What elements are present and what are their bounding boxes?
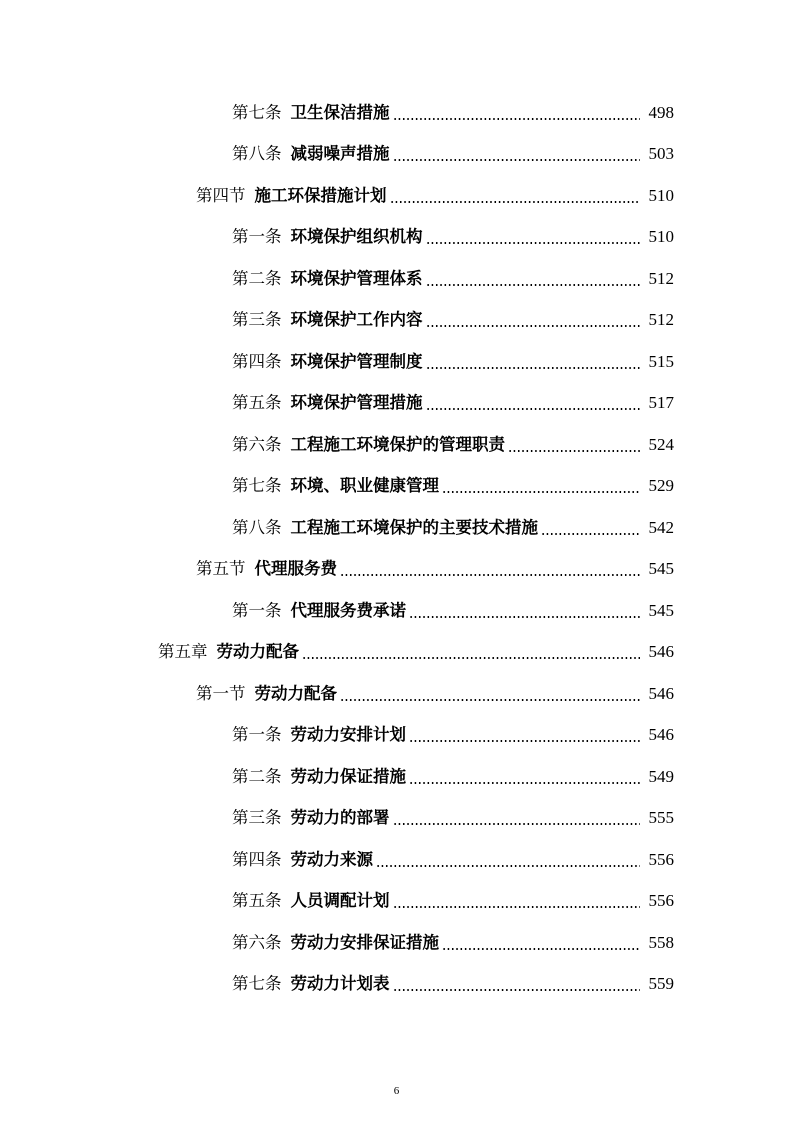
page-number: 6 [393, 1085, 400, 1097]
toc-entry-page: 529 [648, 476, 674, 496]
toc-entry-label: 第八条 [232, 144, 282, 164]
toc-entry-label: 第五条 [232, 393, 282, 413]
toc-entry-page: 517 [648, 393, 674, 413]
dot-leader [409, 740, 640, 742]
toc-entry-label: 第七条 [232, 102, 282, 122]
dot-leader [340, 574, 640, 576]
toc-entry[interactable] [0, 756, 793, 798]
toc-entry[interactable] [0, 922, 793, 964]
toc-entry-label: 第二条 [232, 766, 282, 786]
toc-entry[interactable] [0, 507, 793, 549]
toc-entry-page: 510 [648, 227, 674, 247]
toc-entry-page: 524 [648, 434, 674, 454]
toc-entry-page: 545 [648, 600, 674, 620]
toc-entry-title: 施工环保措施计划 [254, 185, 387, 205]
toc-entry-label: 第三条 [232, 808, 282, 828]
dot-leader [508, 450, 640, 452]
dot-leader [426, 367, 641, 369]
toc-entry-label: 第七条 [232, 974, 282, 994]
dot-leader [393, 823, 641, 825]
toc-entry-title: 环境保护组织机构 [290, 227, 423, 247]
toc-entry-title: 劳动力计划表 [290, 974, 390, 994]
toc-entry-label: 第一条 [232, 725, 282, 745]
dot-leader [541, 533, 640, 535]
toc-entry-title: 劳动力安排保证措施 [290, 932, 439, 952]
dot-leader [393, 906, 641, 908]
toc-entry[interactable] [0, 424, 793, 466]
dot-leader [409, 782, 640, 784]
dot-leader [426, 242, 641, 244]
toc-entry-title: 代理服务费承诺 [290, 600, 406, 620]
toc-entry-title: 代理服务费 [254, 559, 337, 579]
toc-entry[interactable] [0, 383, 793, 425]
toc-entry-label: 第八条 [232, 517, 282, 537]
toc-entry[interactable] [0, 217, 793, 259]
toc-entry-title: 环境保护管理制度 [290, 351, 423, 371]
toc-entry[interactable] [0, 466, 793, 508]
toc-entry-page: 503 [648, 144, 674, 164]
toc-entry[interactable] [0, 258, 793, 300]
dot-leader [426, 408, 641, 410]
toc-entry-label: 第四节 [196, 185, 246, 205]
toc-entry-label: 第一条 [232, 227, 282, 247]
toc-entry-page: 556 [648, 849, 674, 869]
toc-entry-title: 人员调配计划 [290, 891, 390, 911]
toc-entry-page: 556 [648, 891, 674, 911]
toc-entry[interactable] [0, 590, 793, 632]
toc-entry[interactable] [0, 881, 793, 923]
toc-entry[interactable] [0, 673, 793, 715]
toc-entry[interactable] [0, 715, 793, 757]
toc-entry-title: 劳动力安排计划 [290, 725, 406, 745]
toc-entry-page: 542 [648, 517, 674, 537]
toc-entry-page: 515 [648, 351, 674, 371]
toc-entry-page: 510 [648, 185, 674, 205]
toc-entry-page: 512 [648, 310, 674, 330]
toc-entry-page: 545 [648, 559, 674, 579]
toc-entry[interactable] [0, 92, 793, 134]
table-of-contents [0, 92, 793, 1005]
dot-leader [302, 657, 640, 659]
toc-entry-label: 第一条 [232, 600, 282, 620]
toc-entry-label: 第一节 [196, 683, 246, 703]
toc-entry-page: 512 [648, 268, 674, 288]
toc-entry[interactable] [0, 798, 793, 840]
toc-entry-label: 第五章 [158, 642, 208, 662]
toc-entry-label: 第四条 [232, 351, 282, 371]
toc-entry[interactable] [0, 964, 793, 1006]
toc-entry-title: 劳动力来源 [290, 849, 373, 869]
toc-entry-label: 第七条 [232, 476, 282, 496]
toc-entry[interactable] [0, 632, 793, 674]
toc-entry-page: 559 [648, 974, 674, 994]
toc-entry-title: 环境保护管理措施 [290, 393, 423, 413]
toc-entry-page: 546 [648, 683, 674, 703]
toc-entry-title: 劳动力配备 [254, 683, 337, 703]
toc-entry-title: 劳动力的部署 [290, 808, 390, 828]
dot-leader [442, 491, 640, 493]
toc-entry[interactable] [0, 341, 793, 383]
toc-entry[interactable] [0, 175, 793, 217]
toc-entry-title: 卫生保洁措施 [290, 102, 390, 122]
toc-entry-label: 第四条 [232, 849, 282, 869]
toc-entry-title: 减弱噪声措施 [290, 144, 390, 164]
toc-entry-title: 劳动力配备 [216, 642, 299, 662]
toc-entry-title: 工程施工环境保护的主要技术措施 [290, 517, 538, 537]
toc-entry-label: 第六条 [232, 932, 282, 952]
toc-entry-title: 环境、职业健康管理 [290, 476, 439, 496]
dot-leader [376, 865, 640, 867]
dot-leader [426, 284, 641, 286]
toc-entry-label: 第六条 [232, 434, 282, 454]
toc-entry-page: 549 [648, 766, 674, 786]
toc-entry-page: 498 [648, 102, 674, 122]
toc-entry-title: 劳动力保证措施 [290, 766, 406, 786]
toc-entry-page: 558 [648, 932, 674, 952]
toc-entry-title: 工程施工环境保护的管理职责 [290, 434, 505, 454]
dot-leader [393, 159, 641, 161]
toc-entry[interactable] [0, 839, 793, 881]
dot-leader [409, 616, 640, 618]
toc-entry-page: 546 [648, 725, 674, 745]
toc-entry[interactable] [0, 300, 793, 342]
toc-entry-label: 第三条 [232, 310, 282, 330]
toc-entry-title: 环境保护管理体系 [290, 268, 423, 288]
toc-entry-label: 第五条 [232, 891, 282, 911]
toc-entry-label: 第二条 [232, 268, 282, 288]
toc-entry-title: 环境保护工作内容 [290, 310, 423, 330]
toc-entry-page: 546 [648, 642, 674, 662]
toc-entry[interactable] [0, 549, 793, 591]
toc-entry[interactable] [0, 134, 793, 176]
dot-leader [426, 325, 641, 327]
dot-leader [390, 201, 641, 203]
dot-leader [442, 948, 640, 950]
toc-entry-page: 555 [648, 808, 674, 828]
dot-leader [340, 699, 640, 701]
dot-leader [393, 118, 641, 120]
toc-entry-label: 第五节 [196, 559, 246, 579]
dot-leader [393, 989, 641, 991]
